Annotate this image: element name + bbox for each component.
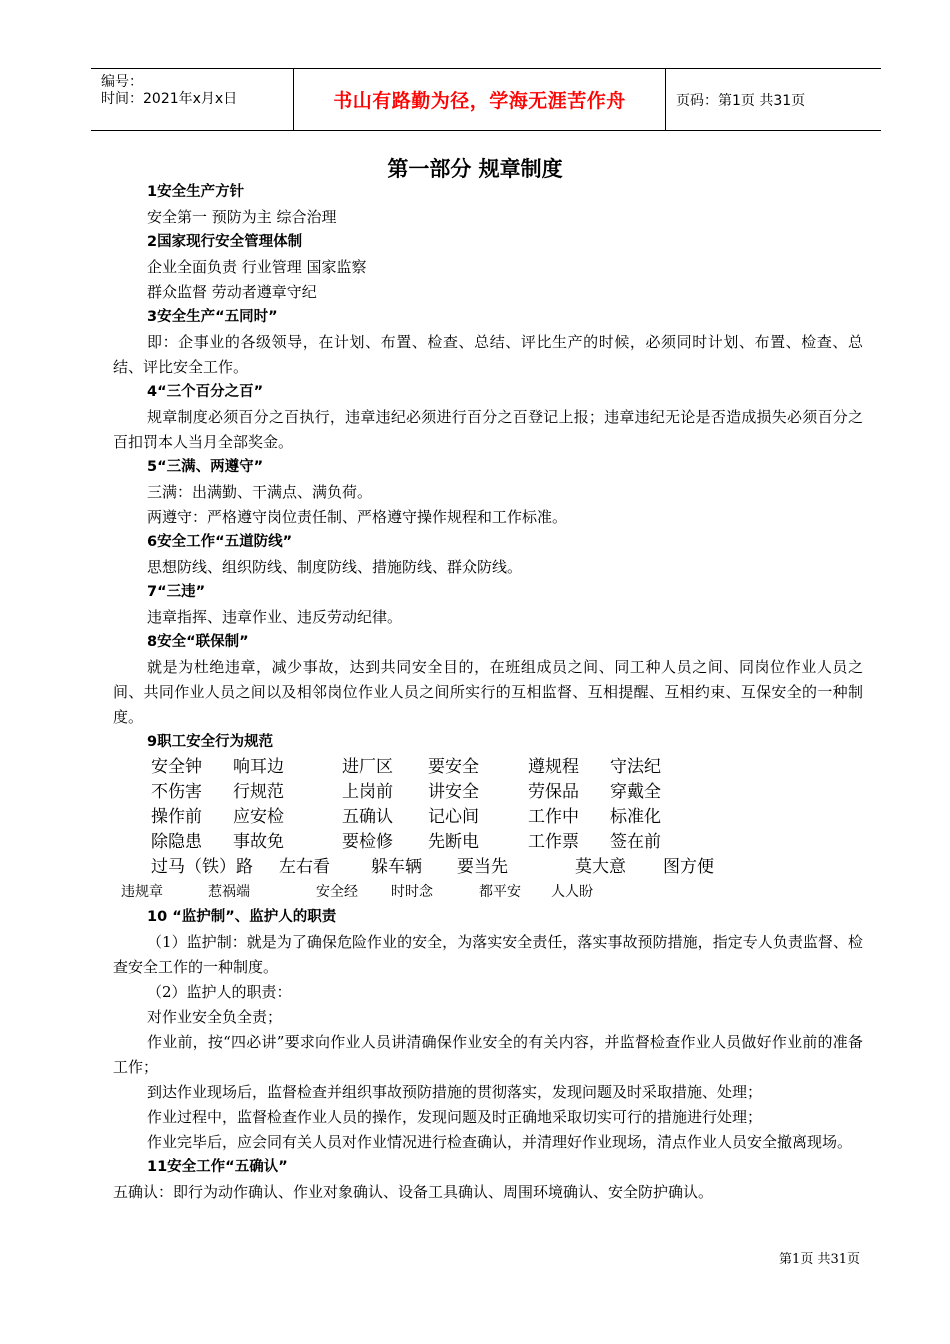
section-10-paragraph-5: 到达作业现场后，监督检查并组织事故预防措施的贯彻落实，发现问题及时采取措施、处理； — [147, 1083, 763, 1101]
section-4-paragraph: 规章制度必须百分之百执行，违章违纪必须进行百分之百登记上报；违章违纪无论是否造成损失必须百分之百扣罚本人当月全部奖金。 — [113, 408, 863, 451]
code-cell: 先断电 — [428, 832, 479, 852]
header-motto-cell — [294, 69, 666, 130]
section-2-heading: 2国家现行安全管理体制 — [147, 234, 303, 250]
code-cell: 违规章 — [121, 884, 163, 900]
code-cell: 遵规程 — [528, 757, 579, 777]
code-cell: 安全钟 — [151, 757, 202, 777]
code-cell: 除隐患 — [151, 832, 202, 852]
code-cell: 时时念 — [391, 884, 433, 900]
code-cell: 图方便 — [663, 857, 714, 877]
page-info: 页码：第1页 共31页 — [676, 92, 806, 109]
code-cell: 五确认 — [342, 807, 393, 827]
section-10-paragraph-1: （1）监护制：就是为了确保危险作业的安全，为落实安全责任，落实事故预防措施，指定专人负责监督、检查安全工作的一种制度。 — [113, 933, 863, 976]
section-7-line: 违章指挥、违章作业、违反劳动纪律。 — [147, 608, 403, 626]
code-cell: 工作票 — [528, 832, 579, 852]
section-11-line: 五确认：即行为动作确认、作业对象确认、设备工具确认、周围环境确认、安全防护确认。 — [113, 1183, 714, 1201]
section-8-heading: 8安全“联保制” — [147, 634, 249, 650]
section-10-paragraph-6: 作业过程中，监督检查作业人员的操作，发现问题及时正确地采取切实可行的措施进行处理； — [147, 1108, 763, 1126]
section-3-paragraph: 即：企事业的各级领导，在计划、布置、检查、总结、评比生产的时候，必须同时计划、布置、检查、总结、评比安全工作。 — [113, 333, 863, 376]
time-label: 时间：2021年x月x日 — [101, 91, 238, 107]
section-10-paragraph-3: 对作业安全负全责； — [147, 1008, 283, 1026]
code-cell: 进厂区 — [342, 757, 393, 777]
code-cell: 上岗前 — [342, 782, 393, 802]
section-10-paragraph-2: （2）监护人的职责： — [147, 983, 292, 1001]
code-cell: 行规范 — [233, 782, 284, 802]
section-10-paragraph-7: 作业完毕后，应会同有关人员对作业情况进行检查确认，并清理好作业现场，清点作业人员安全撤离现场。 — [147, 1133, 853, 1151]
code-cell: 要检修 — [342, 832, 393, 852]
code-cell: 安全经 — [316, 884, 358, 900]
code-cell: 记心间 — [428, 807, 479, 827]
section-9-heading: 9职工安全行为规范 — [147, 734, 274, 750]
section-1-line: 安全第一 预防为主 综合治理 — [147, 208, 337, 226]
page-title: 第一部分 规章制度 — [387, 157, 563, 181]
code-cell: 不伤害 — [151, 782, 202, 802]
code-cell: 要当先 — [457, 857, 508, 877]
code-cell: 签在前 — [610, 832, 661, 852]
code-row — [151, 805, 863, 830]
header-left-cell — [91, 69, 294, 130]
code-cell: 响耳边 — [233, 757, 284, 777]
code-cell: 应安检 — [233, 807, 284, 827]
section-6-heading: 6安全工作“五道防线” — [147, 534, 293, 550]
section-5-line-1: 三满：出满勤、干满点、满负荷。 — [147, 483, 373, 501]
motto: 书山有路勤为径，学海无涯苦作舟 — [333, 90, 626, 112]
section-2-line-1: 企业全面负责 行业管理 国家监察 — [147, 258, 367, 276]
code-cell: 守法纪 — [610, 757, 661, 777]
page-footer: 第1页 共31页 — [779, 1252, 860, 1267]
code-cell: 躲车辆 — [371, 857, 422, 877]
section-1-heading: 1安全生产方针 — [147, 184, 245, 200]
code-cell: 左右看 — [279, 857, 330, 877]
document-body — [113, 180, 863, 1205]
code-row — [151, 780, 863, 805]
document-header — [91, 68, 881, 131]
code-cell: 要安全 — [428, 757, 479, 777]
section-5-heading: 5“三满、两遵守” — [147, 459, 264, 475]
behavior-code-grid — [113, 755, 863, 855]
number-label: 编号： — [101, 74, 143, 90]
code-cell: 穿戴全 — [610, 782, 661, 802]
code-cell: 过马（铁）路 — [151, 857, 253, 877]
code-cell: 讲安全 — [428, 782, 479, 802]
section-11-heading: 11安全工作“五确认” — [147, 1159, 288, 1175]
code-cell: 人人盼 — [551, 884, 593, 900]
code-cell: 操作前 — [151, 807, 202, 827]
section-10-heading: 10 “监护制”、监护人的职责 — [147, 909, 337, 925]
code-cell: 惹祸端 — [208, 884, 250, 900]
section-7-heading: 7“三违” — [147, 584, 206, 600]
code-cell: 事故免 — [233, 832, 284, 852]
code-cell: 莫大意 — [575, 857, 626, 877]
code-cell: 都平安 — [479, 884, 521, 900]
header-page-cell — [666, 69, 881, 130]
code-row-5 — [113, 855, 863, 880]
section-6-line: 思想防线、组织防线、制度防线、措施防线、群众防线。 — [147, 558, 523, 576]
code-row — [151, 830, 863, 855]
code-row-6 — [113, 880, 863, 905]
section-2-line-2: 群众监督 劳动者遵章守纪 — [147, 283, 317, 301]
code-cell: 标准化 — [610, 807, 661, 827]
section-8-paragraph: 就是为杜绝违章，减少事故，达到共同安全目的，在班组成员之间、同工种人员之间、同岗位作业人员之间、共同作业人员之间以及相邻岗位作业人员之间所实行的互相监督、互相提醒、互相约束、互保安全的一种制度。 — [113, 658, 863, 726]
section-5-line-2: 两遵守：严格遵守岗位责任制、严格遵守操作规程和工作标准。 — [147, 508, 568, 526]
section-3-heading: 3安全生产“五同时” — [147, 309, 278, 325]
code-cell: 劳保品 — [528, 782, 579, 802]
code-cell: 工作中 — [528, 807, 579, 827]
code-row — [151, 755, 863, 780]
section-10-paragraph-4: 作业前，按“四必讲”要求向作业人员讲清确保作业安全的有关内容，并监督检查作业人员做好作业前的准备工作； — [113, 1033, 863, 1076]
section-4-heading: 4“三个百分之百” — [147, 384, 264, 400]
